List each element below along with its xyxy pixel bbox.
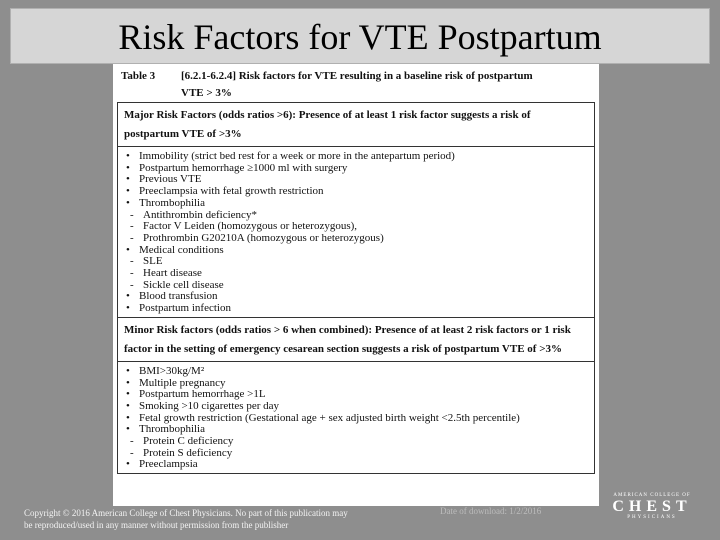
list-item-text: Medical conditions [139,243,224,256]
copyright-line-2: be reproduced/used in any manner without permission from the publisher [24,520,289,530]
list-item-text: Prothrombin G20210A (homozygous or heterozygous) [143,231,384,244]
list-item-text: Previous VTE [139,173,202,186]
list-bullet: - [130,446,134,459]
list-item [126,245,588,257]
list-item [126,303,588,315]
risk-factor-table [117,102,595,474]
list-item-text: Postpartum infection [139,302,231,315]
list-bullet: • [126,388,130,401]
list-item-text: Antithrombin deficiency* [143,208,257,221]
copyright-footer [24,507,444,531]
list-item-text: Fetal growth restriction (Gestational age + sex adjusted birth weight <2.5th percentile) [139,411,520,424]
copyright-line-1: Copyright © 2016 American College of Chest Physicians. No part of this publication may [24,508,348,518]
list-item-text: Factor V Leiden (homozygous or heterozygous), [143,220,358,233]
list-item-text: Protein S deficiency [143,446,233,459]
list-item-text: Thrombophilia [139,196,205,209]
list-item [126,459,588,471]
minor-risk-heading [118,317,594,361]
list-bullet: - [130,231,134,244]
list-bullet: - [130,435,134,448]
list-item-text: Postpartum hemorrhage >1L [139,388,266,401]
list-bullet: • [126,243,130,256]
list-item-text: Preeclampsia [139,458,198,471]
list-bullet: • [126,302,130,315]
list-item-text: Protein C deficiency [143,435,234,448]
list-bullet: • [126,290,130,303]
table-image [113,64,599,506]
major-heading-line-2: postpartum VTE of >3% [124,128,242,140]
list-item-text: BMI>30kg/M² [139,364,205,377]
title-bar [10,8,710,64]
list-bullet: • [126,196,130,209]
list-item-text: Smoking >10 cigarettes per day [139,399,280,412]
list-bullet: • [126,364,130,377]
minor-heading-line-2: factor in the setting of emergency cesarean section suggests a risk of postpartum VTE of >3% [124,342,562,355]
list-item-text: Blood transfusion [139,290,218,303]
list-bullet: - [130,220,134,233]
list-item-text: Preeclampsia with fetal growth restriction [139,185,324,198]
table-caption [113,64,599,102]
table-caption-line-1: [6.2.1-6.2.4] Risk factors for VTE resulting in a baseline risk of postpartum [181,70,533,82]
list-bullet: - [130,278,134,291]
list-bullet: • [126,173,130,186]
logo-top-text: AMERICAN COLLEGE OF [613,493,691,498]
minor-risk-list [118,361,594,473]
list-item-text: SLE [143,255,163,268]
list-bullet: - [130,255,134,268]
list-bullet: • [126,376,130,389]
list-item-text: Multiple pregnancy [139,376,226,389]
list-bullet: • [126,423,130,436]
slide-title: Risk Factors for VTE Postpartum [118,17,602,57]
major-risk-list [118,146,594,317]
logo-bottom-text: PHYSICIANS [627,515,677,520]
list-item-text: Sickle cell disease [143,278,224,291]
list-bullet: • [126,399,130,412]
download-date: Date of download: 1/2/2016 [440,506,542,516]
major-heading-line-1: Major Risk Factors (odds ratios >6): Presence of at least 1 risk factor suggests a risk of [124,109,531,121]
list-item-text: Thrombophilia [139,423,205,436]
list-item-text: Postpartum hemorrhage ≥1000 ml with surgery [139,161,348,174]
list-bullet: • [126,458,130,471]
chest-logo [602,493,702,521]
list-item-text: Heart disease [143,267,202,280]
minor-heading-line-1: Minor Risk factors (odds ratios > 6 when combined): Presence of at least 2 risk factors or 1 risk [124,323,571,336]
list-bullet: • [126,150,130,162]
list-bullet: • [126,185,130,198]
list-item-text: Immobility (strict bed rest for a week or more in the antepartum period) [139,150,455,162]
table-caption-line-2: VTE > 3% [181,87,232,99]
list-bullet: - [130,267,134,280]
table-label: Table 3 [121,70,156,82]
logo-main-text: CHEST [612,498,692,515]
list-bullet: • [126,161,130,174]
list-bullet: • [126,411,130,424]
major-risk-heading [118,103,594,146]
list-bullet: - [130,208,134,221]
